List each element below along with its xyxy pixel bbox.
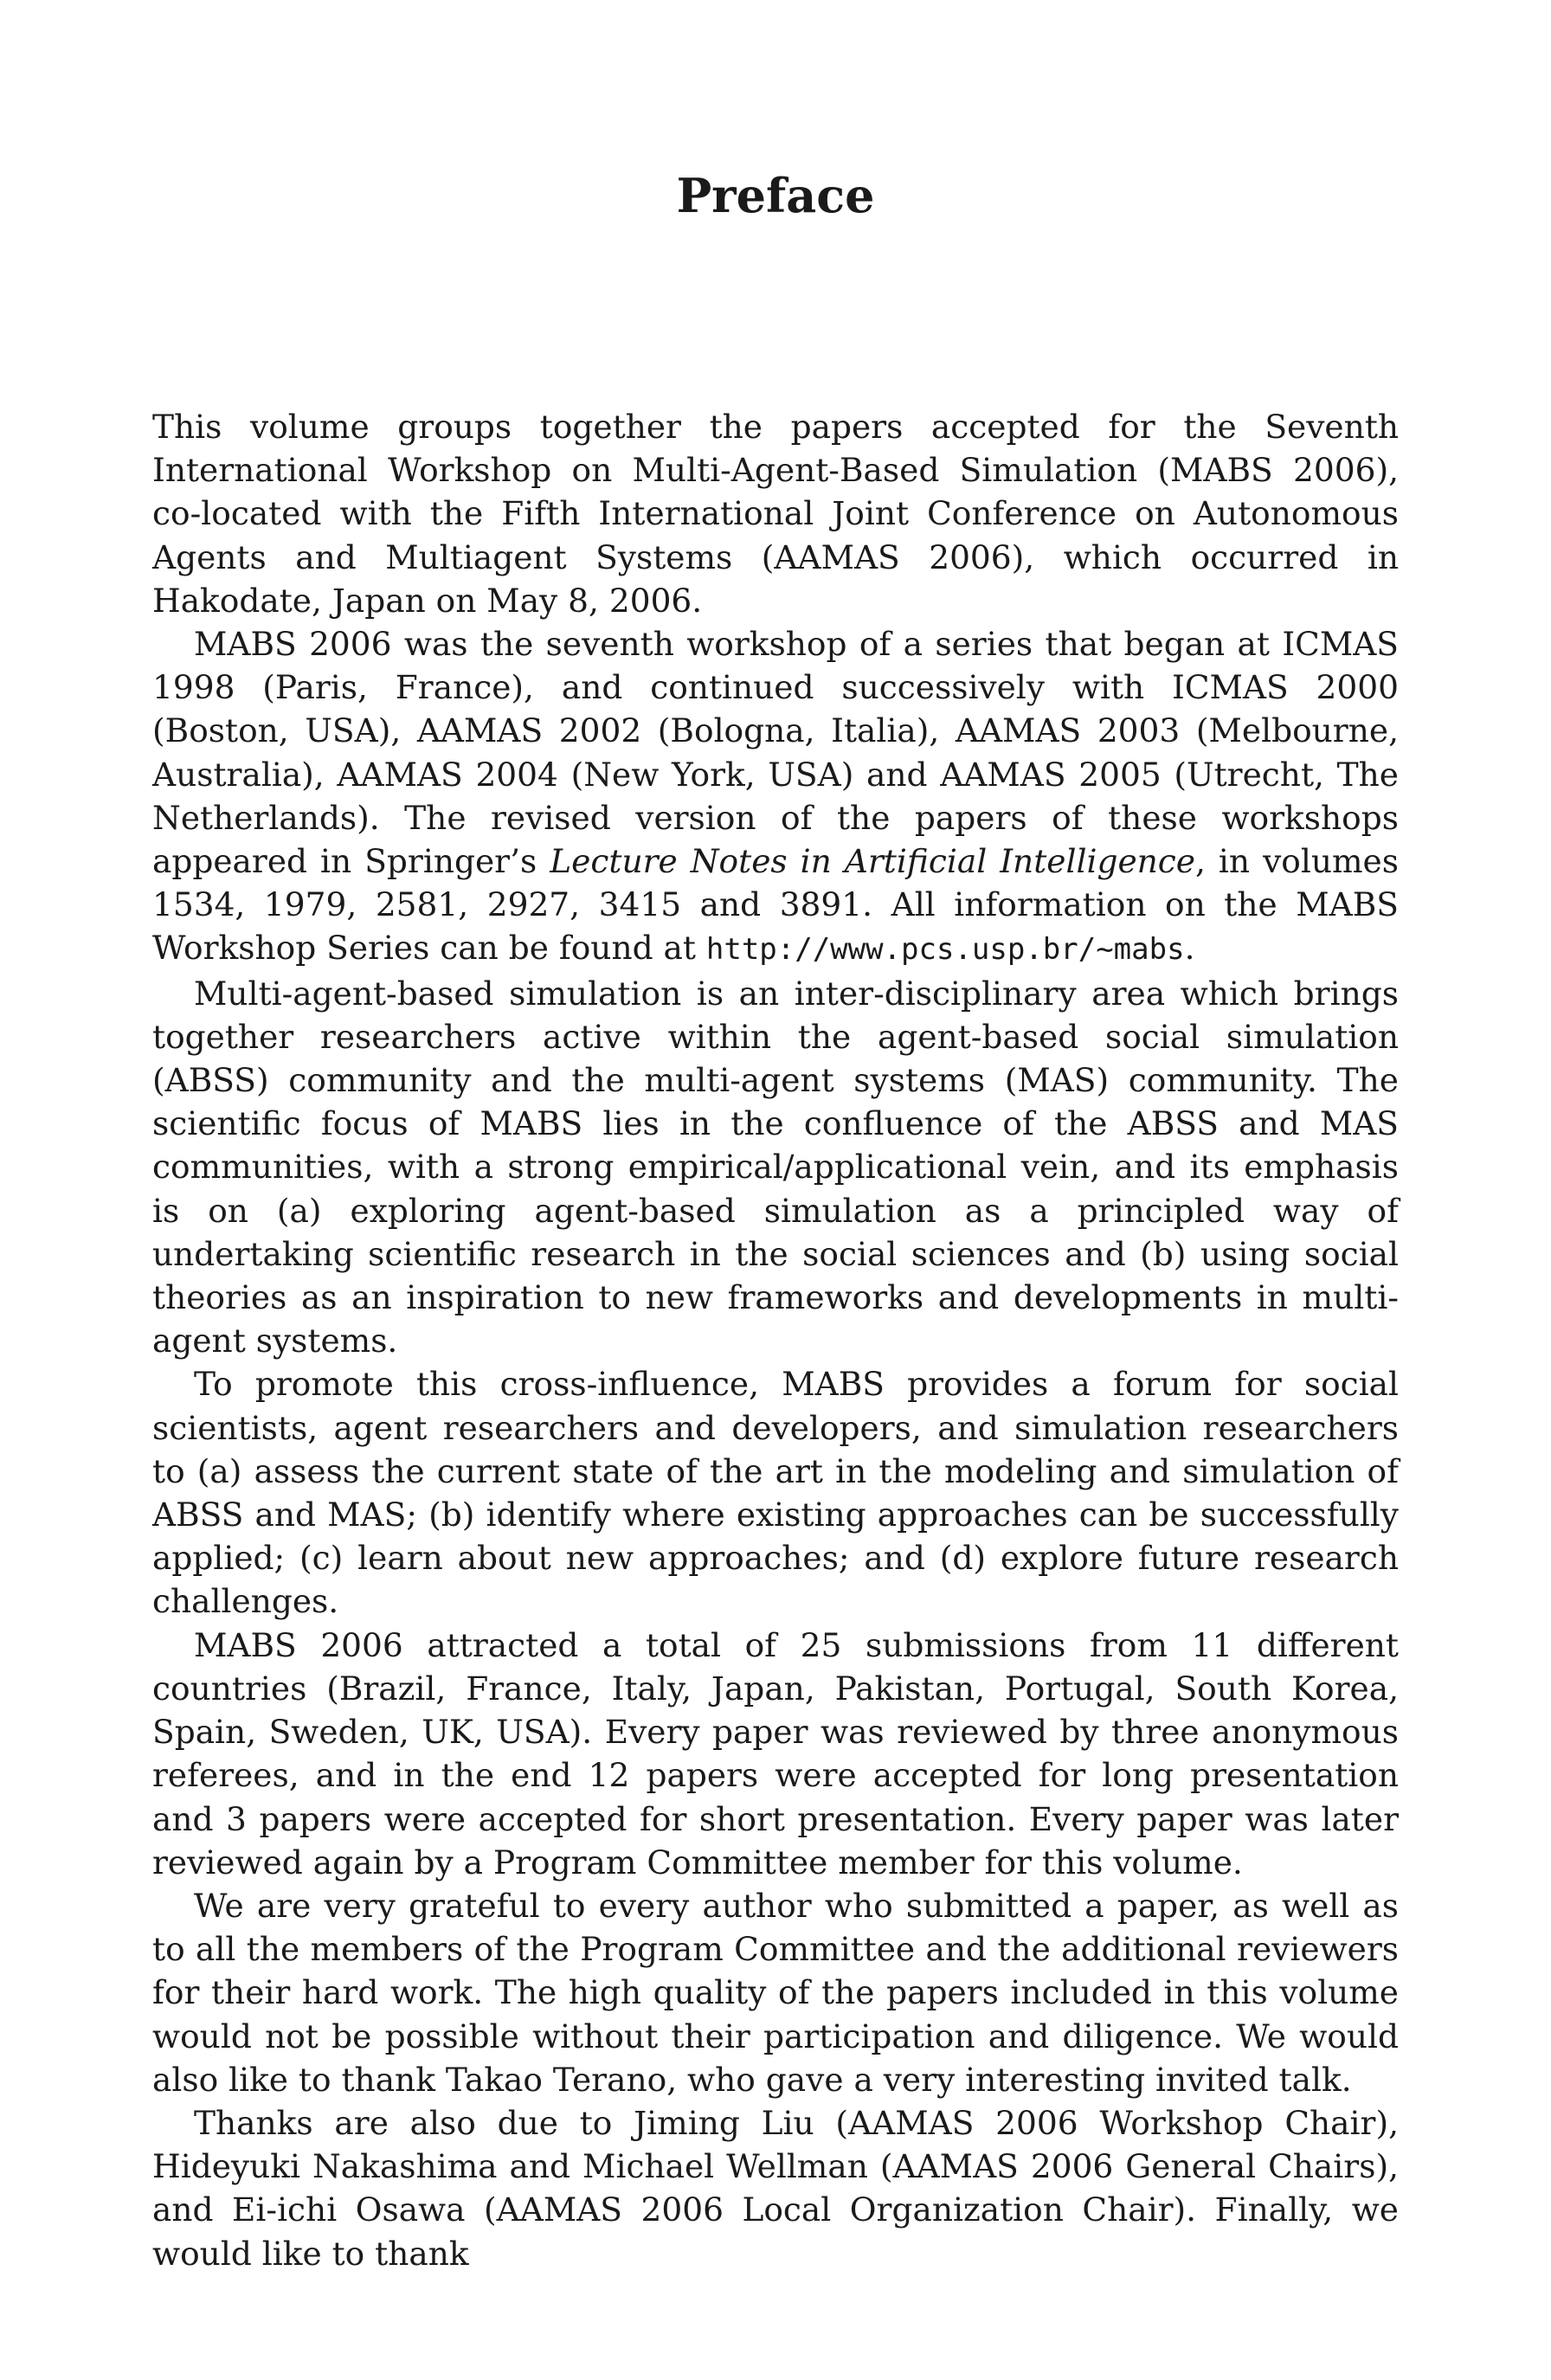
paragraph-workshop-history [152, 622, 1399, 972]
mabs-url-link[interactable]: http://www.pcs.usp.br/~mabs [705, 932, 1185, 968]
preface-body [152, 405, 1399, 2275]
paragraph-thanks-chairs: Thanks are also due to Jiming Liu (AAMAS 2006 Workshop Chair), Hideyuki Nakashima and Michael Wellman (AAMAS 2006 General Chairs), and Ei-ichi Osawa (AAMAS 2006 Local Organization Chair). Finally, we would like to thank [152, 2103, 1399, 2273]
paragraph-submissions: MABS 2006 attracted a total of 25 submissions from 11 different countries (Brazil, France, Italy, Japan, Pakistan, Portugal, South Korea, Spain, Sweden, UK, USA). Every paper was reviewed by three anonymous referees, and in the end 12 papers were accepted for long presentation and 3 papers were accepted for short presentation. Every paper was later reviewed again by a Program Committee member for this volume. [152, 1625, 1399, 1881]
history-text: MABS 2006 was the seventh workshop of a series that began at ICMAS 1998 (Paris, France), and continued successively with ICMAS 2000 (Boston, USA), AAMAS 2002 (Bologna, Italia), AAMAS 2003 (Melbourne, Australia), AAMAS 2004 (New York, USA) and AAMAS 2005 (Utrecht, The Netherlands). The revised version of the papers of these workshops appeared in Springer’s [152, 625, 1399, 881]
paragraph-intro: This volume groups together the papers accepted for the Seventh International Workshop on Multi-Agent-Based Simulation (MABS 2006), co-located with the Fifth International Joint Conference on Autonomous Agents and Multiagent Systems (AAMAS 2006), which occurred in Hakodate, Japan on May 8, 2006. [152, 408, 1399, 620]
paragraph-mabs-definition: Multi-agent-based simulation is an inter-disciplinary area which brings together researchers active within the agent-based social simulation (ABSS) community and the multi-agent systems (MAS) community. The scientific focus of MABS lies in the confluence of the ABSS and MAS communities, with a strong empirical/applicational vein, and its emphasis is on (a) exploring agent-based simulation as a principled way of undertaking scientific research in the social sciences and (b) using social theories as an inspiration to new frameworks and developments in multi-agent systems. [152, 974, 1399, 1360]
history-text-continued: , in volumes 1534, 1979, 2581, 2927, 3415 and 3891. All information on the MABS Workshop Series can be found at [152, 842, 1399, 968]
page-title: Preface [676, 168, 875, 223]
history-text-end: . [1184, 929, 1195, 968]
paragraph-forum-goals: To promote this cross-influence, MABS provides a forum for social scientists, agent researchers and developers, and simulation researchers to (a) assess the current state of the art in the modeling and simulation of ABSS and MAS; (b) identify where existing approaches can be successfully applied; (c) learn about new approaches; and (d) explore future research challenges. [152, 1365, 1399, 1621]
lnai-series-title: Lecture Notes in Artificial Intelligence [550, 842, 1195, 881]
paragraph-acknowledgements: We are very grateful to every author who submitted a paper, as well as to all the members of the Program Committee and the additional reviewers for their hard work. The high quality of the papers included in this volume would not be possible without their participation and diligence. We would also like to thank Takao Terano, who gave a very interesting invited talk. [152, 1886, 1399, 2099]
